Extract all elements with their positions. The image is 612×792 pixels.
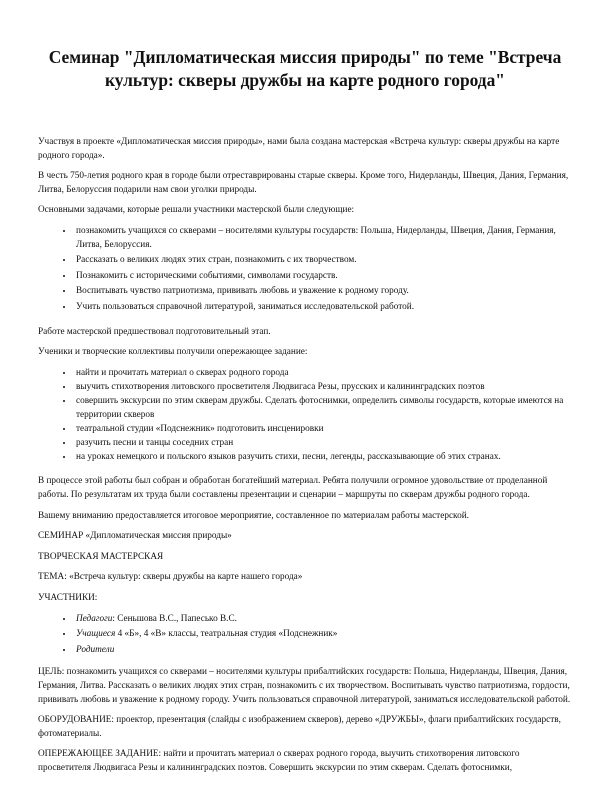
theme-line: ТЕМА: «Встреча культур: скверы дружбы на карте нашего города» [38,572,303,583]
equipment-paragraph: ОБОРУДОВАНИЕ: проектор, презентация (слайды с изображением скверов), дерево «ДРУЖБЫ», флаги прибалтийских государств, фотоматериалы. [38,715,561,739]
tasks-list [38,225,572,315]
list-item: • Рассказать о великих людях этих стран, познакомить с их творчеством. [74,254,572,268]
teachers-label: Педагоги [76,613,113,624]
list-item [74,613,572,627]
tasks-intro-paragraph: Основными задачами, которые решали участники мастерской были следующие: [38,205,355,216]
attention-paragraph: Вашему вниманию предоставляется итоговое мероприятие, составленное по материалам работы мастерской. [38,510,469,521]
list-item: • разучить песни и танцы соседних стран [74,437,572,451]
advance-task-paragraph: ОПЕРЕЖАЮЩЕЕ ЗАДАНИЕ: найти и прочитать материал о скверах родного города, выучить стихотворения литовского просветителя Людвигаса Резы и калининградских поэтов. Совершить экскурсии по этим скверам. Сделать фотоснимки, [38,749,520,773]
list-item: • на уроках немецкого и польского языков разучить стихи, песни, легенды, рассказывающие об этих странах. [74,451,572,465]
list-item: • Учить пользоваться справочной литературой, заниматься исследовательской работой. [74,301,572,315]
result-paragraph: В процессе этой работы был собран и обработан богатейший материал. Ребята получили огромное удовольствие от проделанной работы. По результатам их труда были составлены презентации и сценарии – маршруты по скверам дружбы родного города. [38,476,548,500]
document-body [38,136,572,775]
parents-label: Родители [76,644,115,655]
seminar-line: СЕМИНАР «Дипломатическая миссия природы» [38,531,232,542]
advance-task-list [38,367,572,465]
preparatory-paragraph: Работе мастерской предшествовал подготовительный этап. [38,326,271,337]
goal-paragraph: ЦЕЛЬ: познакомить учащихся со скверами – носителями культуры прибалтийских государств: Польша, Нидерланды, Швеция, Дания, Германия, Литва. Рассказать о великих людях этих стран, познакомить с их творчеством. Воспитывать чувство патриотизма, гордости, прививать любовь и уважение к родному городу. Учить пользоваться справочной литературой, заниматься исследовательской работой. [38,667,571,705]
list-item: • театральной студии «Подснежник» подготовить инсценировки [74,423,572,437]
document-title: Семинар "Дипломатическая миссия природы" по теме "Встреча культур: скверы дружбы на карте родного города" [48,47,562,90]
intro-paragraph: Участвуя в проекте «Дипломатическая миссия природы», нами была создана мастерская «Встреча культур: скверы дружбы на карте родного города». [38,137,560,161]
participants-list [38,613,572,658]
anniversary-paragraph: В честь 750-летия родного края в городе были отреставрированы старые скверы. Кроме того, Нидерланды, Швеция, Дания, Германия, Литва, Белоруссия подарили нам свои уголки природы. [38,171,569,195]
list-item: • познакомить учащихся со скверами – носителями культуры государств: Польша, Нидерланды, Швеция, Дания, Германия, Литва, Белоруссия. [74,225,572,252]
students-label: Учащиеся [76,629,116,640]
list-item [74,644,572,658]
list-item: • совершить экскурсии по этим скверам дружбы. Сделать фотоснимки, определить символы государств, которые имеются на территории скверов [74,395,572,422]
list-item: • выучить стихотворения литовского просветителя Людвигаса Резы, прусских и калининградских поэтов [74,381,572,395]
list-item: • Воспитывать чувство патриотизма, прививать любовь и уважение к родному городу. [74,285,572,299]
participants-heading: УЧАСТНИКИ: [38,592,98,603]
workshop-line: ТВОРЧЕСКАЯ МАСТЕРСКАЯ [38,551,164,562]
list-item: • Познакомить с историческими событиями, символами государств. [74,270,572,284]
students-value: 4 «Б», 4 «В» классы, театральная студия «Подснежник» [115,629,338,640]
advance-intro-paragraph: Ученики и творческие коллективы получили опережающее задание: [38,347,308,358]
list-item: • найти и прочитать материал о скверах родного города [74,367,572,381]
teachers-value: : Сеньшова В.С., Папесько В.С. [112,613,237,624]
list-item [74,628,572,642]
